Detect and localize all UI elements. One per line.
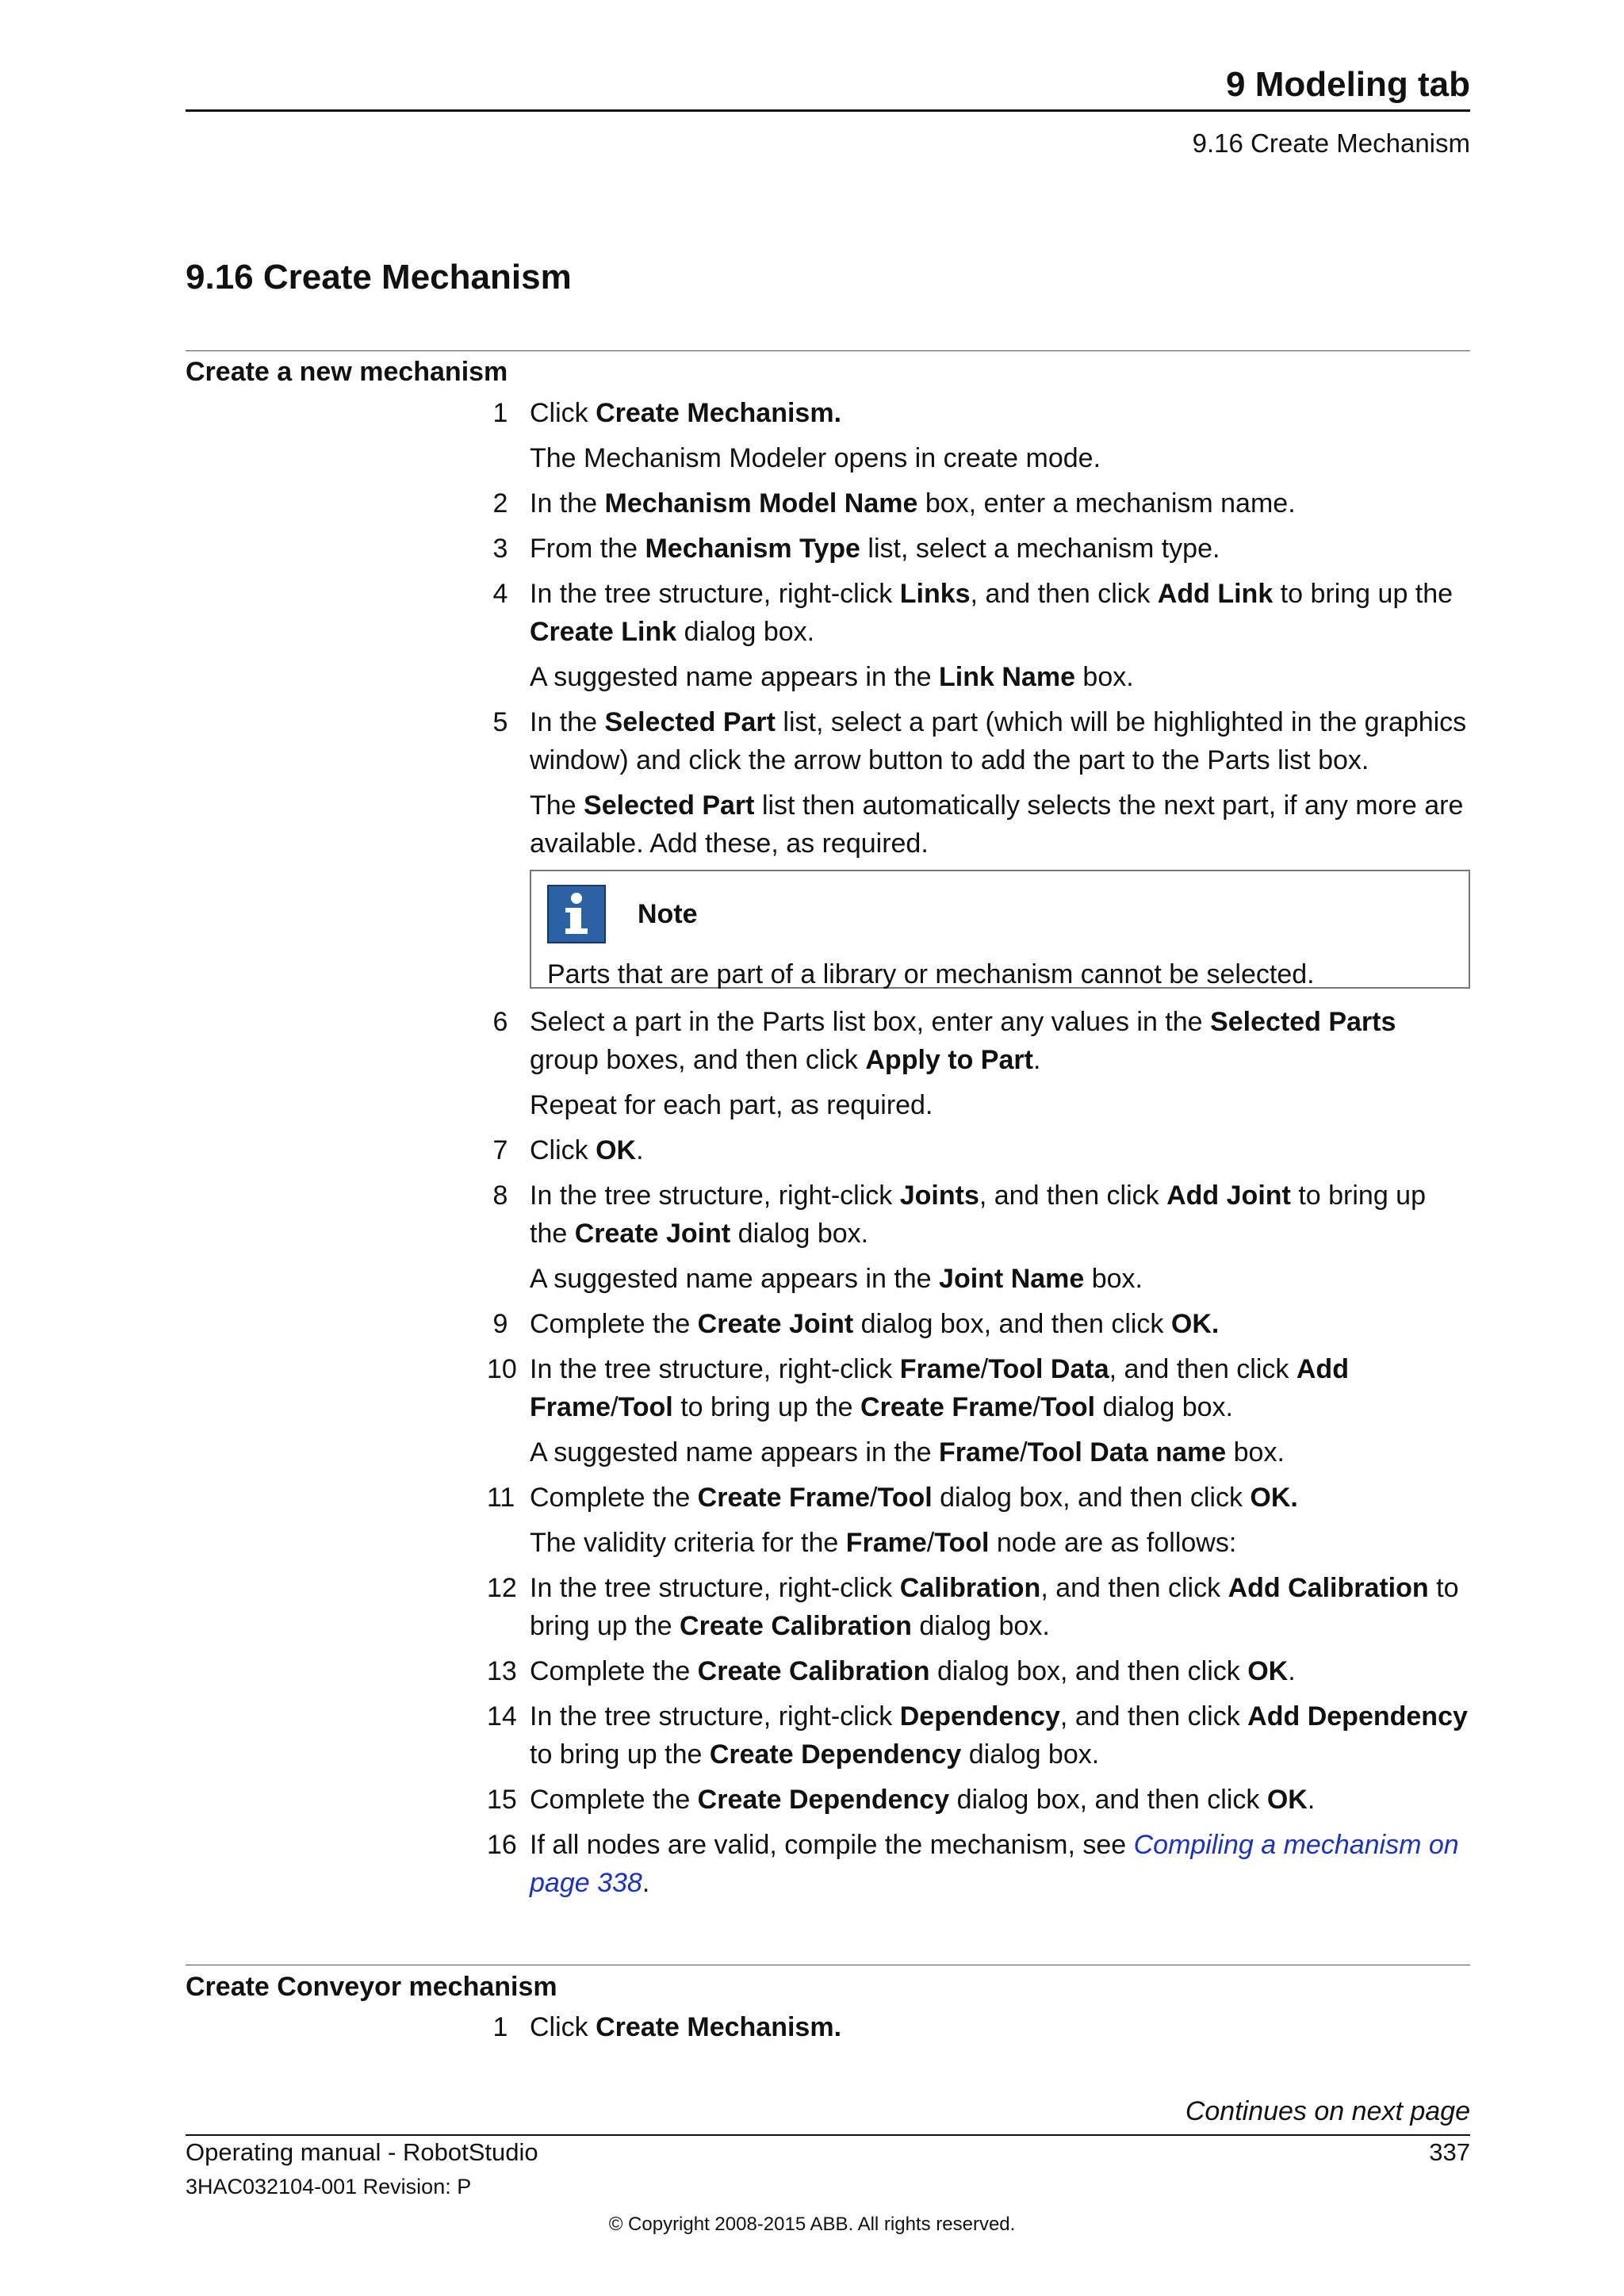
step-detail: The validity criteria for the Frame/Tool node are as follows: <box>530 1528 1237 1558</box>
step-item <box>487 703 1470 779</box>
step-item <box>487 1177 1470 1253</box>
step-text: In the Selected Part list, select a part (which will be highlighted in the graphics window) and click the arrow button to add the part to the Parts list box. <box>530 707 1467 775</box>
section-header: 9.16 Create Mechanism <box>1192 128 1470 158</box>
cross-reference-link[interactable]: Compiling a mechanism on page 338 <box>530 1830 1459 1898</box>
page-title: 9.16 Create Mechanism <box>186 258 572 297</box>
step-detail: Repeat for each part, as required. <box>530 1090 933 1120</box>
note-box <box>530 870 1470 989</box>
note-title: Note <box>638 899 698 929</box>
step-text: Select a part in the Parts list box, enter any values in the Selected Parts group boxes, and then click Apply to Part. <box>530 1007 1396 1075</box>
step-text: Click Create Mechanism. <box>530 398 842 428</box>
step-item <box>487 394 1470 432</box>
step-text: Complete the Create Joint dialog box, and then click OK. <box>530 1309 1220 1339</box>
step-item <box>487 1003 1470 1079</box>
steps-list-new-mechanism <box>487 394 1470 1909</box>
step-text: In the tree structure, right-click Dependency, and then click Add Dependency to bring up the Create Dependency dialog box. <box>530 1701 1468 1770</box>
step-text: In the tree structure, right-click Links, and then click Add Link to bring up the Create Link dialog box. <box>530 579 1454 647</box>
step-number: 2 <box>492 488 508 519</box>
step-text: In the tree structure, right-click Frame/Tool Data, and then click Add Frame/Tool to bring up the Create Frame/Tool dialog box. <box>530 1354 1349 1422</box>
page-number: 337 <box>1429 2138 1470 2166</box>
step-number: 7 <box>492 1135 508 1165</box>
step-text: Click OK. <box>530 1135 644 1165</box>
step-item <box>487 1781 1470 1819</box>
step-text: Complete the Create Dependency dialog box, and then click OK. <box>530 1785 1316 1815</box>
document-id: 3HAC032104-001 Revision: P <box>186 2175 472 2198</box>
step-number: 1 <box>492 398 508 428</box>
step-text: From the Mechanism Type list, select a mechanism type. <box>530 534 1220 564</box>
info-icon <box>547 885 606 943</box>
header-rule <box>186 109 1470 112</box>
step-number: 8 <box>492 1181 508 1211</box>
step-item <box>487 575 1470 651</box>
note-body: Parts that are part of a library or mechanism cannot be selected. <box>547 959 1315 989</box>
steps-list-conveyor <box>487 2008 1470 2053</box>
step-text: In the tree structure, right-click Calibration, and then click Add Calibration to bring up the Create Calibration dialog box. <box>530 1573 1459 1641</box>
step-text: In the tree structure, right-click Joints, and then click Add Joint to bring up the Create Joint dialog box. <box>530 1181 1426 1249</box>
step-number: 3 <box>492 534 508 564</box>
step-item <box>487 1131 1470 1169</box>
step-item <box>487 484 1470 522</box>
section-heading-conveyor: Create Conveyor mechanism <box>186 1972 557 2002</box>
step-number: 15 <box>487 1785 517 1815</box>
step-number: 14 <box>487 1701 517 1732</box>
continues-label: Continues on next page <box>1185 2096 1470 2126</box>
step-detail: A suggested name appears in the Link Name box. <box>530 662 1134 692</box>
step-text: In the Mechanism Model Name box, enter a mechanism name. <box>530 488 1296 519</box>
step-number: 11 <box>487 1483 515 1513</box>
step-item <box>487 1350 1470 1426</box>
step-item <box>487 1479 1470 1517</box>
step-text: Click Create Mechanism. <box>530 2012 842 2042</box>
step-detail: The Mechanism Modeler opens in create mode. <box>530 443 1101 473</box>
step-number: 13 <box>487 1656 517 1686</box>
step-detail: A suggested name appears in the Joint Name box. <box>530 1264 1143 1294</box>
step-item <box>487 1652 1470 1690</box>
step-text: Complete the Create Calibration dialog box, and then click OK. <box>530 1656 1296 1686</box>
step-number: 10 <box>487 1354 517 1384</box>
step-number: 6 <box>492 1007 508 1037</box>
step-number: 4 <box>492 579 508 609</box>
step-item <box>487 1569 1470 1645</box>
step-text: If all nodes are valid, compile the mechanism, see Compiling a mechanism on page 338. <box>530 1830 1459 1898</box>
step-number: 12 <box>487 1573 517 1603</box>
step-item <box>487 1697 1470 1774</box>
step-text: Complete the Create Frame/Tool dialog box, and then click OK. <box>530 1483 1298 1513</box>
step-number: 5 <box>492 707 508 737</box>
section-heading-new-mechanism: Create a new mechanism <box>186 357 508 387</box>
copyright: © Copyright 2008-2015 ABB. All rights reserved. <box>608 2214 1016 2235</box>
step-number: 9 <box>492 1309 508 1339</box>
section-rule <box>186 350 1470 351</box>
step-detail: The Selected Part list then automatically selects the next part, if any more are available. Add these, as required. <box>530 790 1464 859</box>
step-item <box>487 1305 1470 1343</box>
step-item <box>487 2008 1470 2046</box>
step-item <box>487 530 1470 568</box>
footer-rule <box>186 2134 1470 2136</box>
step-item <box>487 1826 1470 1902</box>
step-detail: A suggested name appears in the Frame/Tool Data name box. <box>530 1437 1285 1468</box>
manual-title: Operating manual - RobotStudio <box>186 2138 538 2166</box>
step-number: 16 <box>487 1830 517 1860</box>
chapter-header: 9 Modeling tab <box>1226 65 1470 104</box>
step-number: 1 <box>492 2012 508 2042</box>
